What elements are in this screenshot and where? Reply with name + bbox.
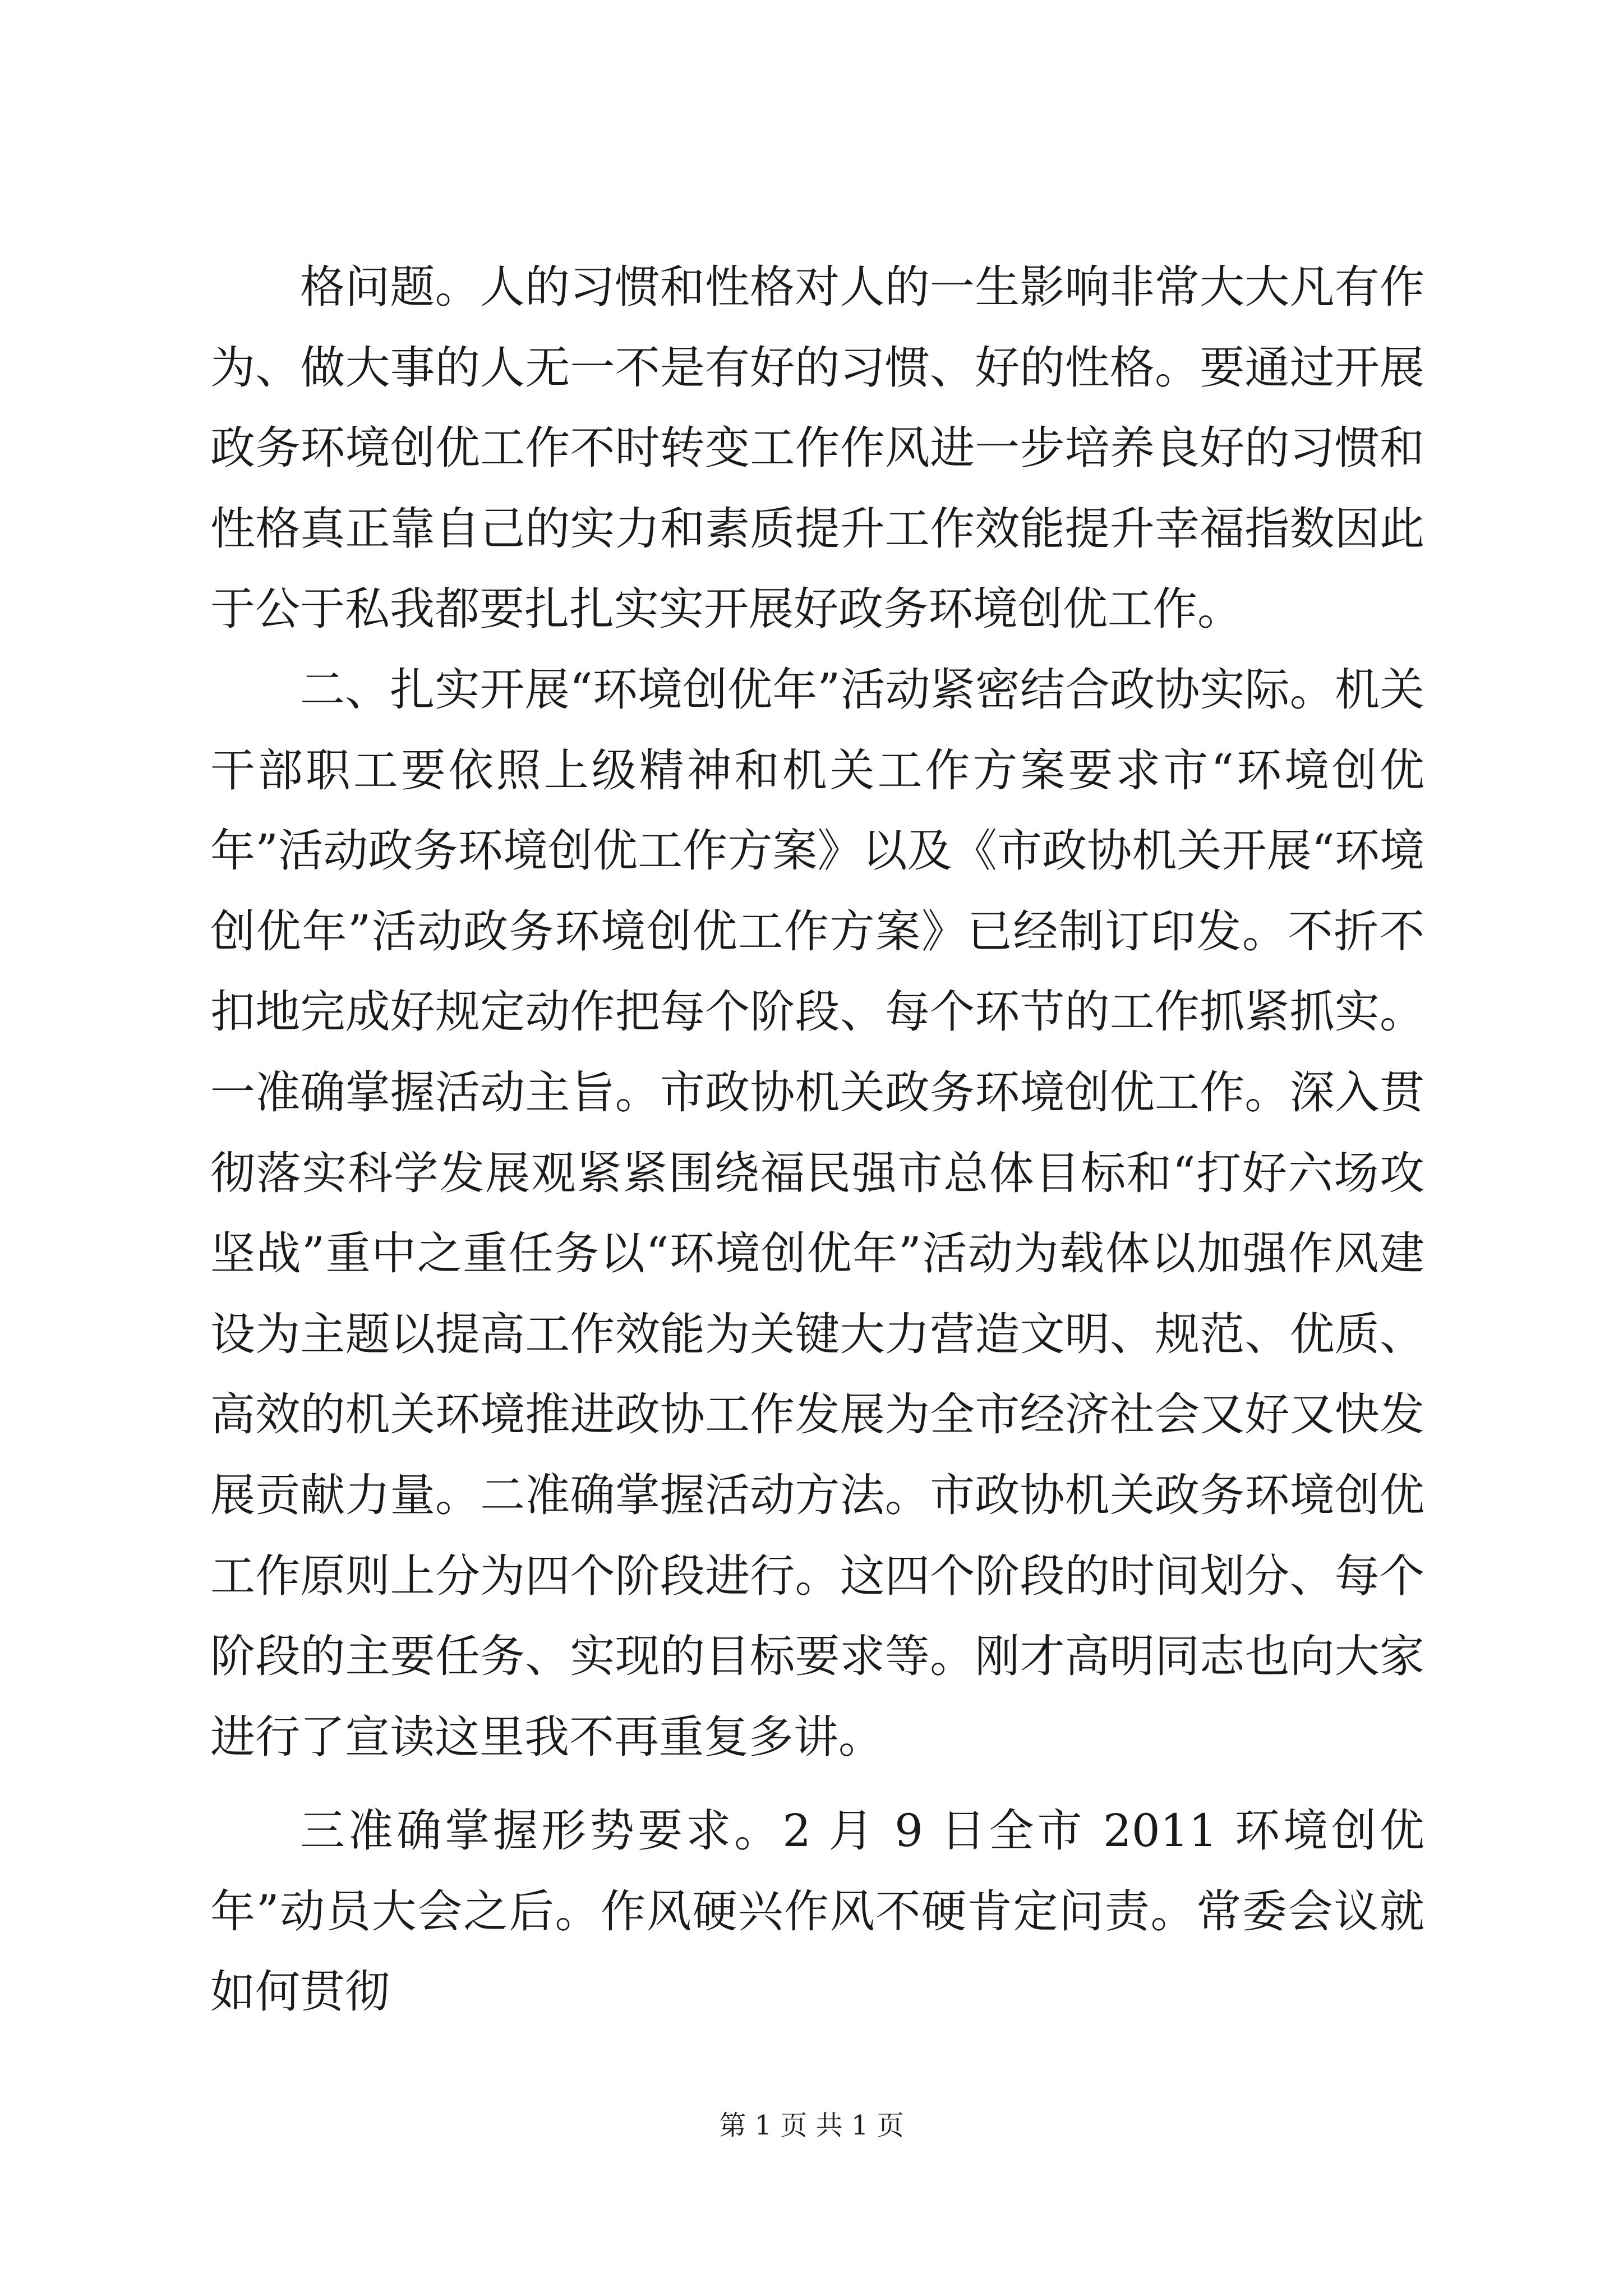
paragraph-2: 二、扎实开展“环境创优年”活动紧密结合政协实际。机关干部职工要依照上级精神和机关工作方案要求市“环境创优年”活动政务环境创优工作方案》以及《市政协机关开展“环境创优年”活动政务环境创优工作方案》已经制订印发。不折不扣地完成好规定动作把每个阶段、每个环节的工作抓紧抓实。一准确掌握活动主旨。市政协机关政务环境创优工作。深入贯彻落实科学发展观紧紧围绕福民强市总体目标和“打好六场攻坚战”重中之重任务以“环境创优年”活动为载体以加强作风建设为主题以提高工作效能为关键大力营造文明、规范、优质、高效的机关环境推进政协工作发展为全市经济社会又好又快发展贡献力量。二准确掌握活动方法。市政协机关政务环境创优工作原则上分为四个阶段进行。这四个阶段的时间划分、每个阶段的主要任务、实现的目标要求等。刚才高明同志也向大家进行了宣读这里我不再重复多讲。 <box>210 663 1424 1763</box>
body-text <box>210 247 1424 2032</box>
paragraph-3: 三准确掌握形势要求。2 月 9 日全市 2011 环境创优年”动员大会之后。作风硬兴作风不硬肯定问责。常委会议就如何贯彻 <box>210 1805 1424 2018</box>
page-footer: 第 1 页 共 1 页 <box>719 2110 904 2141</box>
paragraph-1: 格问题。人的习惯和性格对人的一生影响非常大大凡有作为、做大事的人无一不是有好的习惯、好的性格。要通过开展政务环境创优工作不时转变工作作风进一步培养良好的习惯和性格真正靠自己的实力和素质提升工作效能提升幸福指数因此于公于私我都要扎扎实实开展好政务环境创优工作。 <box>210 261 1424 636</box>
